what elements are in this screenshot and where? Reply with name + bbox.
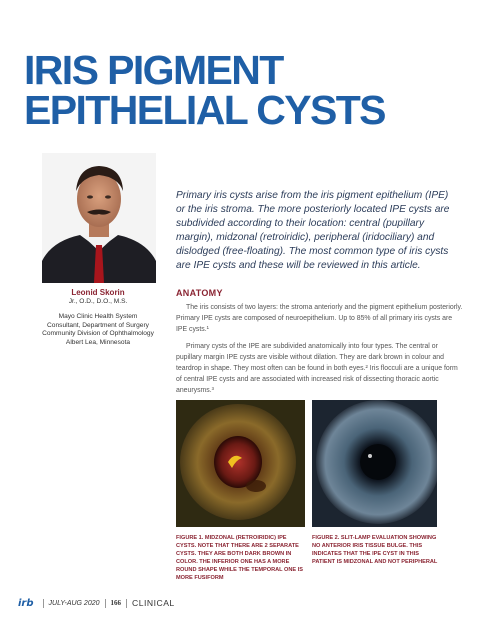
body-paragraph: Primary cysts of the IPE are subdivided anatomically into four types. The central or pupillary margin IPE cysts are visible without dilation. They are dark brown in colour and teardrop in shape. They most often can be found in both eyes.² Iris flocculi are a unique form of central IPE cysts and are associated with increased risk of dissecting thoracic aortic aneurysms.³ bbox=[176, 343, 458, 394]
title-line-2: EPITHELIAL CYSTS bbox=[24, 87, 385, 133]
magazine-logo: irb bbox=[18, 597, 34, 609]
author-affiliation-line: Consultant, Department of Surgery bbox=[47, 321, 149, 329]
author-block bbox=[20, 288, 176, 347]
footer-divider bbox=[43, 599, 44, 608]
footer-divider bbox=[126, 599, 127, 608]
issue-date: JULY-AUG 2020 bbox=[48, 599, 100, 607]
author-affiliation-line: Mayo Clinic Health System bbox=[58, 313, 138, 321]
title-line-1: IRIS PIGMENT bbox=[24, 47, 283, 93]
author-photo bbox=[42, 153, 156, 283]
intro-paragraph: Primary iris cysts arise from the iris pigment epithelium (IPE) or the iris stroma. The more posteriorly located IPE cysts are subdivided according to their location: central (pupillary margin), midzonal (retroiridic), peripheral (iridociliary) and dislodged (free-floating). The most common type of iris cysts are IPE cysts and these will be reviewed in this article. bbox=[176, 190, 450, 271]
section-heading-anatomy: ANATOMY bbox=[176, 288, 223, 298]
page-number: 166 bbox=[110, 599, 122, 607]
author-name: Leonid Skorin bbox=[71, 288, 125, 297]
figure-2-caption: FIGURE 2. SLIT-LAMP EVALUATION SHOWING NO ANTERIOR IRIS TISSUE BULGE. THIS INDICATES THAT THE IPE CYST IN THIS PATIENT IS MIDZONAL AND NOT PERIPHERAL bbox=[312, 535, 438, 566]
body-paragraph: The iris consists of two layers: the stroma anteriorly and the pigment epithelium posteriorly. Primary IPE cysts are composed of neuroepithelium. Up to 85% of all primary iris cysts are IPE cysts.¹ bbox=[176, 304, 463, 333]
author-affiliation-line: Albert Lea, Minnesota bbox=[65, 338, 131, 346]
author-credentials: Jr., O.D., D.O., M.S. bbox=[68, 298, 128, 305]
page-footer bbox=[18, 597, 175, 609]
figure-1-image bbox=[176, 400, 305, 527]
figure-1-caption: FIGURE 1. MIDZONAL (RETROIRIDIC) IPE CYSTS. NOTE THAT THERE ARE 2 SEPARATE CYSTS. THEY ARE BOTH DARK BROWN IN COLOR. THE INFERIOR ONE HAS A MORE ROUND SHAPE WHILE THE TEMPORAL ONE IS MORE FUSIFORM bbox=[176, 535, 304, 582]
footer-divider bbox=[105, 599, 106, 608]
article-title bbox=[24, 47, 464, 133]
section-label: CLINICAL bbox=[132, 598, 175, 608]
author-affiliation-line: Community Division of Ophthalmology bbox=[42, 330, 154, 338]
figure-2-image bbox=[312, 400, 437, 527]
